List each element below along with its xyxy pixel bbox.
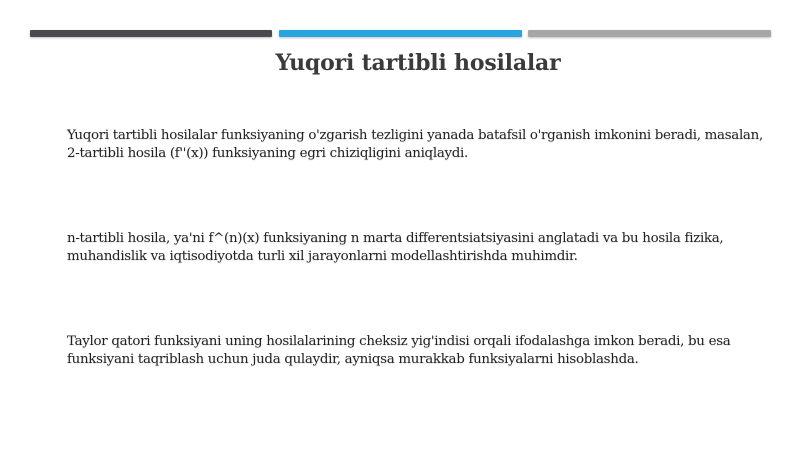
paragraph-nth-order-derivative: n-tartibli hosila, ya'ni f^(n)(x) funksiyaning n marta differentsiatsiyasini anglatadi va bu hosila fizika, muhandislik va iqtisodiyotda turli xil jarayonlarni modellashtirishda muhimdir. (67, 231, 724, 264)
top-bar-dark (30, 30, 272, 37)
slide-title: Yuqori tartibli hosilalar (275, 50, 561, 76)
top-bar-blue (279, 30, 522, 37)
paragraph-taylor-series: Taylor qatori funksiyani uning hosilalarining cheksiz yig'indisi orqali ifodalashga imkon beradi, bu esa funksiyani taqriblash uchun juda qulaydir, ayniqsa murakkab funksiyalarni hisoblashda. (67, 334, 731, 367)
paragraph-higher-order-derivatives: Yuqori tartibli hosilalar funksiyaning o'zgarish tezligini yanada batafsil o'rganish imkonini beradi, masalan, 2-tartibli hosila (f''(x)) funksiyaning egri chiziqligini aniqlaydi. (67, 128, 763, 161)
top-bar-gray (528, 30, 771, 37)
